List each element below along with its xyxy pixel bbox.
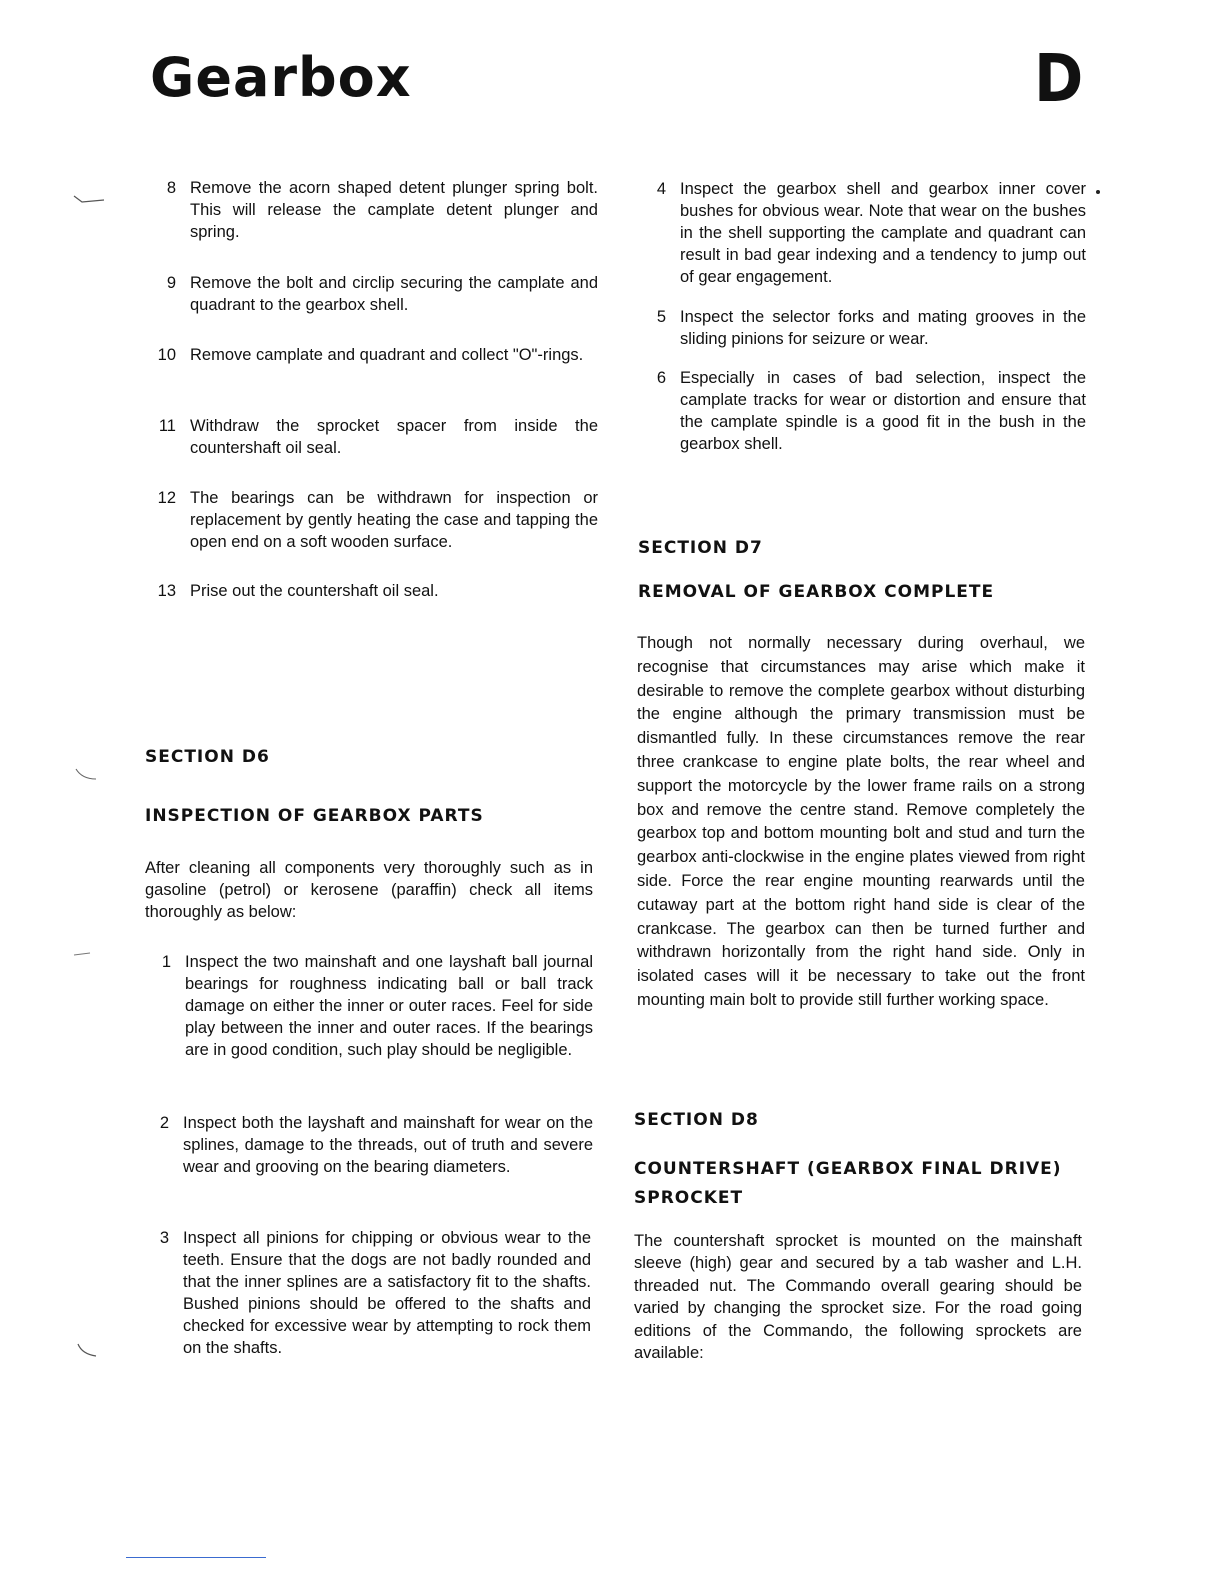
section-d6-title: INSPECTION OF GEARBOX PARTS xyxy=(145,806,484,826)
step-text: Withdraw the sprocket spacer from inside the countershaft oil seal. xyxy=(190,417,598,457)
step-number: 9 xyxy=(166,274,176,292)
section-d8-title: COUNTERSHAFT (GEARBOX FINAL DRIVE) SPROCKET xyxy=(634,1159,1062,1208)
step-9 xyxy=(150,272,598,316)
section-d6-intro: After cleaning all components very thoroughly such as in gasoline (petrol) or kerosene (paraffin) check all items thoroughly as below: xyxy=(145,859,593,921)
step-text: Inspect both the layshaft and mainshaft for wear on the splines, damage to the threads, out of truth and severe wear and grooving on the bearing diameters. xyxy=(183,1114,593,1176)
section-d7-title: REMOVAL OF GEARBOX COMPLETE xyxy=(638,582,995,602)
step-text: Remove camplate and quadrant and collect "O"-rings. xyxy=(190,346,584,364)
step-13 xyxy=(144,580,598,602)
step-text: Inspect all pinions for chipping or obvious wear to the teeth. Ensure that the dogs are not badly rounded and that the inner splines are a satisfactory fit to the shafts. Bushed pinions should be offered to the shafts and checked for excessive wear by attempting to rock them on the shafts. xyxy=(183,1229,591,1357)
step-10 xyxy=(144,344,598,366)
step-number: 4 xyxy=(656,180,666,198)
scan-mark xyxy=(74,1340,104,1362)
step-text: Remove the acorn shaped detent plunger spring bolt. This will release the camplate detent plunger and spring. xyxy=(190,179,598,241)
scan-dot xyxy=(1094,188,1102,196)
step-text: The bearings can be withdrawn for inspection or replacement by gently heating the case and tapping the open end on a soft wooden surface. xyxy=(190,489,598,551)
footer-rule xyxy=(126,1557,266,1558)
step-text: Inspect the gearbox shell and gearbox inner cover bushes for obvious wear. Note that wear on the bushes in the shell supporting the camplate and quadrant can result in bad gear indexing and a tendency to jump out of gear engagement. xyxy=(680,180,1086,286)
step-number: 5 xyxy=(656,308,666,326)
section-d7-body: Though not normally necessary during overhaul, we recognise that circumstances may arise which make it desirable to remove the complete gearbox without disturbing the engine although the primary transmission must be dismantled fully. In these circumstances remove the rear three crankcase to engine plate bolts, the rear wheel and support the motorcycle by the lower frame rails on a strong box and remove the centre stand. Remove completely the gearbox top and bottom mounting bolt and stud and turn the gearbox anti-clockwise in the engine plates viewed from right side. Force the rear engine mounting rearwards until the cutaway part at the bottom right hand side is clear of the crankcase. The gearbox can then be turned further and withdrawn horizontally from the right hand side. Only in isolated cases will it be necessary to take out the front mounting main bolt to provide still further working space. xyxy=(637,634,1085,1009)
section-d8-label: SECTION D8 xyxy=(634,1110,759,1130)
step-number: 11 xyxy=(158,417,176,435)
scan-mark xyxy=(70,190,110,210)
step-8 xyxy=(150,177,598,243)
step-text: Remove the bolt and circlip securing the camplate and quadrant to the gearbox shell. xyxy=(190,274,598,314)
page-title: Gearbox xyxy=(150,46,412,109)
step-number: 1 xyxy=(161,953,171,971)
step-12 xyxy=(144,487,598,553)
inspection-step-5 xyxy=(640,306,1086,350)
section-d6-label: SECTION D6 xyxy=(145,747,270,767)
scan-mark xyxy=(70,945,100,965)
section-d8-body: The countershaft sprocket is mounted on the mainshaft sleeve (high) gear and secured by a tab washer and L.H. threaded nut. The Commando overall gearing should be varied by changing the sprocket size. For the road going editions of the Commando, the following sprockets are available: xyxy=(634,1232,1082,1363)
section-d7-label: SECTION D7 xyxy=(638,538,763,558)
step-number: 3 xyxy=(159,1229,169,1247)
step-number: 2 xyxy=(159,1114,169,1132)
inspection-step-1 xyxy=(145,951,593,1061)
inspection-step-3 xyxy=(141,1227,591,1359)
inspection-step-4 xyxy=(640,178,1086,288)
step-number: 10 xyxy=(157,346,176,364)
step-number: 13 xyxy=(157,582,176,600)
scan-mark xyxy=(72,765,102,785)
section-letter: D xyxy=(1034,40,1084,117)
step-number: 12 xyxy=(157,489,176,507)
step-number: 6 xyxy=(656,369,666,387)
step-text: Prise out the countershaft oil seal. xyxy=(190,582,439,600)
step-number: 8 xyxy=(166,179,176,197)
inspection-step-2 xyxy=(143,1112,593,1178)
step-text: Especially in cases of bad selection, inspect the camplate tracks for wear or distortion and ensure that the camplate spindle is a good fit in the bush in the gearbox shell. xyxy=(680,369,1086,453)
step-text: Inspect the two mainshaft and one layshaft ball journal bearings for roughness indicating ball or ball track damage on either the inner or outer races. Feel for side play between the inner and outer races. If the bearings are in good condition, such play should be negligible. xyxy=(185,953,593,1059)
step-11 xyxy=(144,415,598,459)
step-text: Inspect the selector forks and mating grooves in the sliding pinions for seizure or wear. xyxy=(680,308,1086,348)
inspection-step-6 xyxy=(640,367,1086,455)
